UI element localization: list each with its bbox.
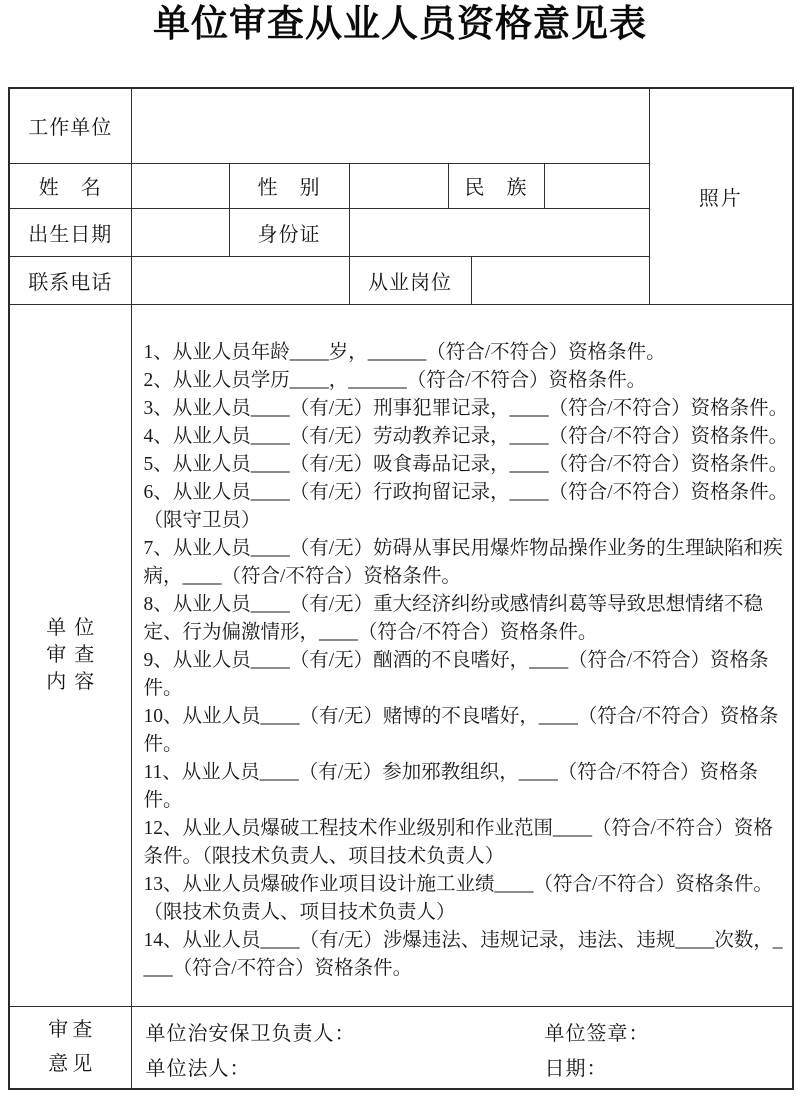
opinion-label-line: 意见 [48,1053,97,1076]
gender-label: 性 别 [229,163,349,208]
id-card-label: 身份证 [229,208,349,256]
row-opinion [9,1006,793,1089]
review-label-line: 内容 [46,670,103,693]
review-label-line: 单位 [46,616,103,639]
opinion-label-line: 审查 [48,1019,97,1042]
review-item-1: 1、从业人员年龄____岁，______（符合/不符合）资格条件。 [143,341,666,363]
security-chief-signature-label: 单位治安保卫负责人： [145,1022,356,1045]
legal-person-signature-label: 单位法人： [145,1057,251,1080]
review-item-9: 9、从业人员____（有/无）酗酒的不良嗜好，____（符合/不符合）资格条件。 [143,649,769,699]
opinion-section-label [9,1006,131,1089]
review-item-6: 6、从业人员____（有/无）行政拘留记录，____（符合/不符合）资格条件。（限守卫员） [143,481,789,531]
opinion-left-column [146,1017,545,1087]
photo-box: 照片 [649,88,793,304]
opinion-content-cell [131,1006,793,1089]
review-item-12: 12、从业人员爆破工程技术作业级别和作业范围____（符合/不符合）资格条件。（限技术负责人、项目技术负责人） [143,817,773,867]
review-label-line: 审查 [46,643,103,666]
work-unit-field[interactable] [131,88,649,163]
opinion-right-column [545,1017,793,1087]
unit-seal-label: 单位签章： [544,1022,650,1045]
name-label: 姓 名 [9,163,131,208]
review-item-13: 13、从业人员爆破作业项目设计施工业绩____（符合/不符合）资格条件。（限技术负责人、项目技术负责人） [143,873,773,923]
name-field[interactable] [131,163,229,208]
date-label: 日期： [544,1057,608,1080]
review-item-11: 11、从业人员____（有/无）参加邪教组织，____（符合/不符合）资格条件。 [143,761,759,811]
review-items-list [132,305,793,983]
work-unit-label: 工作单位 [9,88,131,163]
qualification-form-table [8,87,794,1090]
gender-field[interactable] [349,163,448,208]
phone-label: 联系电话 [9,256,131,304]
ethnicity-label: 民 族 [448,163,544,208]
id-card-field[interactable] [349,208,649,256]
position-label: 从业岗位 [349,256,471,304]
row-review-content [9,304,793,1006]
review-item-10: 10、从业人员____（有/无）赌博的不良嗜好，____（符合/不符合）资格条件。 [143,705,779,755]
review-item-8: 8、从业人员____（有/无）重大经济纠纷或感情纠葛等导致思想情绪不稳定、行为偏激情形，____（符合/不符合）资格条件。 [143,593,764,643]
review-item-3: 3、从业人员____（有/无）刑事犯罪记录，____（符合/不符合）资格条件。 [143,397,789,419]
birth-date-label: 出生日期 [9,208,131,256]
review-item-14: 14、从业人员____（有/无）涉爆违法、违规记录，违法、违规____次数，____（符合/不符合）资格条件。 [143,929,783,979]
opinion-signature-area [132,1007,793,1087]
phone-field[interactable] [131,256,349,304]
review-item-2: 2、从业人员学历____，______（符合/不符合）资格条件。 [143,369,647,391]
review-item-5: 5、从业人员____（有/无）吸食毒品记录，____（符合/不符合）资格条件。 [143,453,789,475]
review-item-7: 7、从业人员____（有/无）妨碍从事民用爆炸物品操作业务的生理缺陷和疾病，____（符合/不符合）资格条件。 [143,537,783,587]
review-section-label [9,304,131,1006]
page-title: 单位审查从业人员资格意见表 [153,4,647,45]
review-item-4: 4、从业人员____（有/无）劳动教养记录，____（符合/不符合）资格条件。 [143,425,789,447]
row-work-unit [9,88,793,163]
ethnicity-field[interactable] [544,163,649,208]
review-content-cell [131,304,793,1006]
birth-date-field[interactable] [131,208,229,256]
position-field[interactable] [471,256,649,304]
